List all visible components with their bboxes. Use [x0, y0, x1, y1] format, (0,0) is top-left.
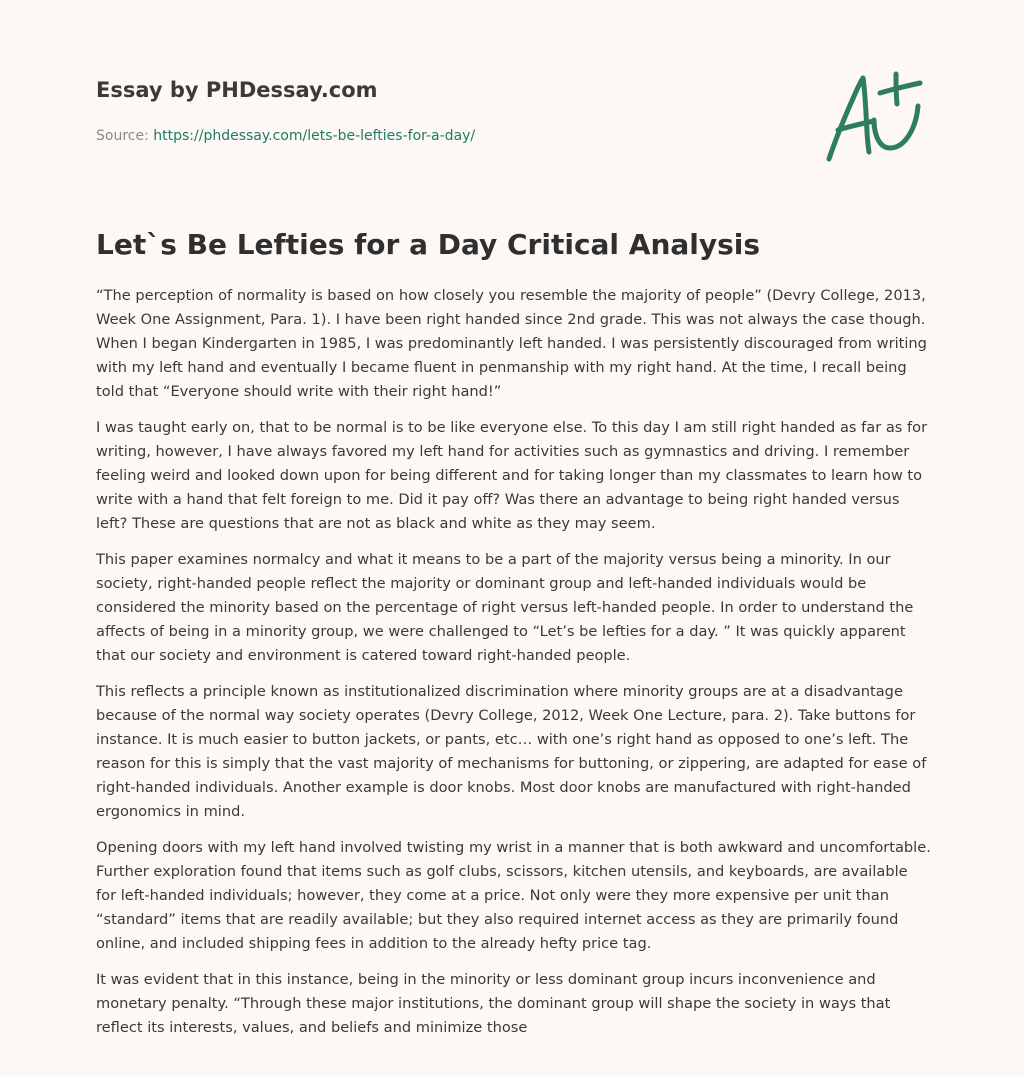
- essay-body: [96, 284, 932, 1052]
- paragraph: It was evident that in this instance, being in the minority or less dominant group incurs inconvenience and monetary penalty. “Through these major institutions, the dominant group will shape the society in ways that reflect its interests, values, and beliefs and minimize those: [96, 971, 891, 1036]
- source-link[interactable]: https://phdessay.com/lets-be-lefties-for-a-day/: [153, 128, 476, 144]
- a-plus-grade-icon: [822, 68, 926, 164]
- paragraph: I was taught early on, that to be normal is to be like everyone else. To this day I am still right handed as far as for writing, however, I have always favored my left hand for activities such as gymnastics and driving. I remember feeling weird and looked down upon for being different and for taking longer than my classmates to learn how to write with a hand that felt foreign to me. Did it pay off? Was there an advantage to being right handed versus left? These are questions that are not as black and white as they may seem.: [96, 419, 928, 532]
- source-line: [96, 126, 696, 146]
- essay-header: [96, 76, 696, 146]
- paragraph: This paper examines normalcy and what it means to be a part of the majority versus being a minority. In our society, right-handed people reflect the majority or dominant group and left-handed individuals would be considered the minority based on the percentage of right versus left-handed people. In order to understand the affects of being in a minority group, we were challenged to “Let’s be lefties for a day. ” It was quickly apparent that our society and environment is catered toward right-handed people.: [96, 551, 914, 664]
- essay-title: Let`s Be Lefties for a Day Critical Analysis: [96, 228, 761, 261]
- paragraph: Opening doors with my left hand involved twisting my wrist in a manner that is both awkward and uncomfortable. Further exploration found that items such as golf clubs, scissors, kitchen utensils, and keyboards, are available for left-handed individuals; however, they come at a price. Not only were they more expensive per unit than “standard” items that are readily available; but they also required internet access as they are primarily found online, and included shipping fees in addition to the already hefty price tag.: [96, 839, 931, 952]
- brand-title: Essay by PHDessay.com: [96, 78, 378, 102]
- paragraph: This reflects a principle known as institutionalized discrimination where minority groups are at a disadvantage because of the normal way society operates (Devry College, 2012, Week One Lecture, para. 2). Take buttons for instance. It is much easier to button jackets, or pants, etc… with one’s right hand as opposed to one’s left. The reason for this is simply that the vast majority of mechanisms for buttoning, or zippering, are adapted for ease of right-handed individuals. Another example is door knobs. Most door knobs are manufactured with right-handed ergonomics in mind.: [96, 683, 927, 820]
- paragraph: “The perception of normality is based on how closely you resemble the majority of people” (Devry College, 2013, Week One Assignment, Para. 1). I have been right handed since 2nd grade. This was not always the case though. When I began Kindergarten in 1985, I was predominantly left handed. I was persistently discouraged from writing with my left hand and eventually I became fluent in penmanship with my right hand. At the time, I recall being told that “Everyone should write with their right hand!”: [96, 287, 927, 400]
- source-label: Source:: [96, 128, 154, 144]
